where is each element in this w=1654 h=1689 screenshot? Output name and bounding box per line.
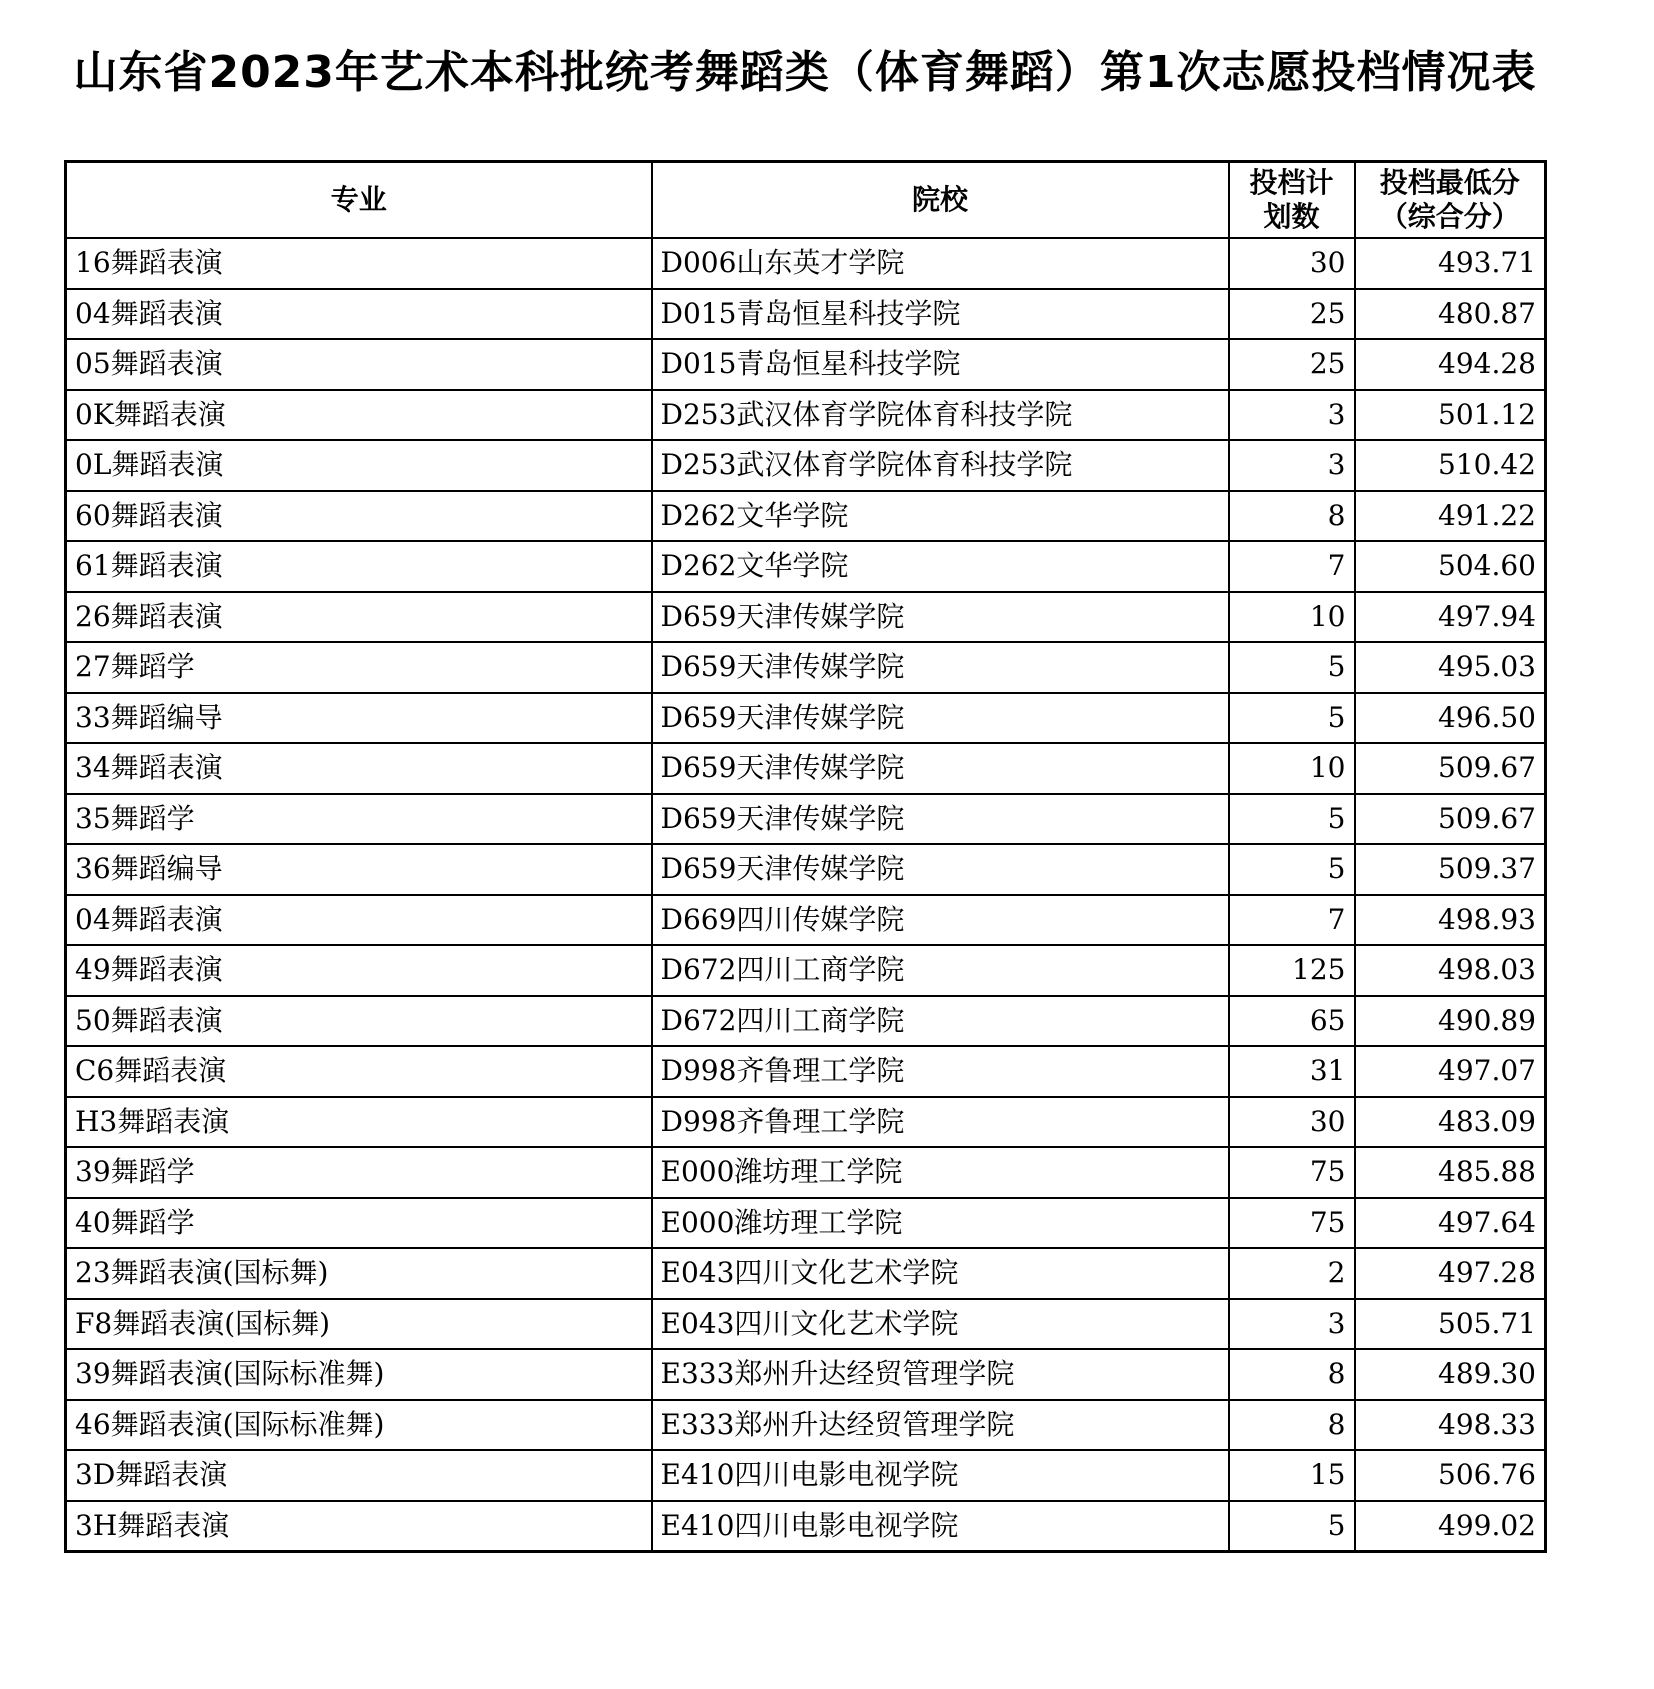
cell-school: E410四川电影电视学院 [652, 1501, 1229, 1552]
cell-plan: 7 [1229, 895, 1355, 946]
cell-school: D659天津传媒学院 [652, 794, 1229, 845]
cell-major: 04舞蹈表演 [66, 289, 652, 340]
cell-plan: 8 [1229, 1400, 1355, 1451]
cell-plan: 30 [1229, 1097, 1355, 1148]
cell-school: D672四川工商学院 [652, 945, 1229, 996]
cell-school: D253武汉体育学院体育科技学院 [652, 390, 1229, 441]
cell-major: 34舞蹈表演 [66, 743, 652, 794]
cell-major: 39舞蹈学 [66, 1147, 652, 1198]
cell-school: D659天津传媒学院 [652, 743, 1229, 794]
cell-major: 61舞蹈表演 [66, 541, 652, 592]
table-row [66, 844, 1546, 895]
table-row [66, 1147, 1546, 1198]
table-row [66, 339, 1546, 390]
cell-school: D262文华学院 [652, 491, 1229, 542]
cell-min-score: 498.03 [1355, 945, 1546, 996]
table-body [66, 238, 1546, 1552]
cell-major: 36舞蹈编导 [66, 844, 652, 895]
cell-school: E410四川电影电视学院 [652, 1450, 1229, 1501]
cell-major: 0L舞蹈表演 [66, 440, 652, 491]
cell-school: D659天津传媒学院 [652, 693, 1229, 744]
cell-plan: 3 [1229, 1299, 1355, 1350]
cell-min-score: 504.60 [1355, 541, 1546, 592]
cell-school: E000潍坊理工学院 [652, 1198, 1229, 1249]
cell-major: 49舞蹈表演 [66, 945, 652, 996]
header-major: 专业 [66, 162, 652, 239]
cell-school: D659天津传媒学院 [652, 844, 1229, 895]
cell-min-score: 509.67 [1355, 743, 1546, 794]
cell-plan: 5 [1229, 1501, 1355, 1552]
cell-school: E333郑州升达经贸管理学院 [652, 1400, 1229, 1451]
cell-major: 46舞蹈表演(国际标准舞) [66, 1400, 652, 1451]
cell-major: 26舞蹈表演 [66, 592, 652, 643]
cell-school: D998齐鲁理工学院 [652, 1097, 1229, 1148]
cell-min-score: 491.22 [1355, 491, 1546, 542]
cell-major: 23舞蹈表演(国标舞) [66, 1248, 652, 1299]
cell-major: 33舞蹈编导 [66, 693, 652, 744]
cell-plan: 8 [1229, 1349, 1355, 1400]
page-title: 山东省2023年艺术本科批统考舞蹈类（体育舞蹈）第1次志愿投档情况表 [73, 47, 1537, 98]
cell-school: E333郑州升达经贸管理学院 [652, 1349, 1229, 1400]
cell-min-score: 497.94 [1355, 592, 1546, 643]
cell-plan: 31 [1229, 1046, 1355, 1097]
cell-major: 60舞蹈表演 [66, 491, 652, 542]
cell-plan: 5 [1229, 844, 1355, 895]
cell-school: E043四川文化艺术学院 [652, 1248, 1229, 1299]
table-row [66, 1248, 1546, 1299]
cell-major: 04舞蹈表演 [66, 895, 652, 946]
cell-major: 3D舞蹈表演 [66, 1450, 652, 1501]
cell-min-score: 506.76 [1355, 1450, 1546, 1501]
table-row [66, 390, 1546, 441]
cell-plan: 8 [1229, 491, 1355, 542]
cell-min-score: 490.89 [1355, 996, 1546, 1047]
cell-plan: 125 [1229, 945, 1355, 996]
cell-school: D669四川传媒学院 [652, 895, 1229, 946]
cell-plan: 5 [1229, 693, 1355, 744]
cell-plan: 65 [1229, 996, 1355, 1047]
table-row [66, 592, 1546, 643]
cell-min-score: 509.67 [1355, 794, 1546, 845]
table-row [66, 945, 1546, 996]
cell-min-score: 498.93 [1355, 895, 1546, 946]
cell-school: D015青岛恒星科技学院 [652, 289, 1229, 340]
cell-plan: 30 [1229, 238, 1355, 289]
cell-min-score: 489.30 [1355, 1349, 1546, 1400]
table-row [66, 1299, 1546, 1350]
cell-plan: 75 [1229, 1147, 1355, 1198]
cell-school: D998齐鲁理工学院 [652, 1046, 1229, 1097]
admission-table [64, 160, 1547, 1553]
cell-major: 27舞蹈学 [66, 642, 652, 693]
cell-school: D659天津传媒学院 [652, 642, 1229, 693]
table-row [66, 693, 1546, 744]
table-row [66, 289, 1546, 340]
cell-major: 3H舞蹈表演 [66, 1501, 652, 1552]
table-row [66, 1097, 1546, 1148]
cell-min-score: 497.64 [1355, 1198, 1546, 1249]
cell-plan: 75 [1229, 1198, 1355, 1249]
cell-min-score: 480.87 [1355, 289, 1546, 340]
cell-major: 05舞蹈表演 [66, 339, 652, 390]
table-row [66, 491, 1546, 542]
table-row [66, 642, 1546, 693]
cell-major: 40舞蹈学 [66, 1198, 652, 1249]
header-school: 院校 [652, 162, 1229, 239]
header-plan: 投档计划数 [1229, 162, 1355, 239]
cell-min-score: 495.03 [1355, 642, 1546, 693]
table-row [66, 1349, 1546, 1400]
cell-major: C6舞蹈表演 [66, 1046, 652, 1097]
cell-school: D006山东英才学院 [652, 238, 1229, 289]
table-header-row [66, 162, 1546, 239]
cell-major: 50舞蹈表演 [66, 996, 652, 1047]
table-row [66, 1501, 1546, 1552]
cell-major: 35舞蹈学 [66, 794, 652, 845]
cell-min-score: 505.71 [1355, 1299, 1546, 1350]
cell-min-score: 501.12 [1355, 390, 1546, 441]
cell-plan: 5 [1229, 642, 1355, 693]
cell-major: 0K舞蹈表演 [66, 390, 652, 441]
table-row [66, 1046, 1546, 1097]
cell-plan: 3 [1229, 390, 1355, 441]
cell-min-score: 483.09 [1355, 1097, 1546, 1148]
cell-min-score: 499.02 [1355, 1501, 1546, 1552]
cell-min-score: 493.71 [1355, 238, 1546, 289]
cell-school: E000潍坊理工学院 [652, 1147, 1229, 1198]
cell-school: D253武汉体育学院体育科技学院 [652, 440, 1229, 491]
cell-plan: 25 [1229, 339, 1355, 390]
table-row [66, 794, 1546, 845]
table-row [66, 1450, 1546, 1501]
cell-min-score: 496.50 [1355, 693, 1546, 744]
cell-plan: 25 [1229, 289, 1355, 340]
cell-school: E043四川文化艺术学院 [652, 1299, 1229, 1350]
cell-school: D659天津传媒学院 [652, 592, 1229, 643]
cell-school: D262文华学院 [652, 541, 1229, 592]
table-row [66, 541, 1546, 592]
cell-school: D015青岛恒星科技学院 [652, 339, 1229, 390]
table-row [66, 743, 1546, 794]
cell-plan: 15 [1229, 1450, 1355, 1501]
table-row [66, 895, 1546, 946]
cell-plan: 5 [1229, 794, 1355, 845]
cell-min-score: 494.28 [1355, 339, 1546, 390]
cell-min-score: 497.28 [1355, 1248, 1546, 1299]
cell-major: 39舞蹈表演(国际标准舞) [66, 1349, 652, 1400]
cell-plan: 10 [1229, 592, 1355, 643]
cell-plan: 10 [1229, 743, 1355, 794]
cell-school: D672四川工商学院 [652, 996, 1229, 1047]
header-min-score: 投档最低分（综合分） [1355, 162, 1546, 239]
cell-major: 16舞蹈表演 [66, 238, 652, 289]
cell-min-score: 497.07 [1355, 1046, 1546, 1097]
cell-plan: 2 [1229, 1248, 1355, 1299]
cell-major: F8舞蹈表演(国标舞) [66, 1299, 652, 1350]
table-row [66, 1198, 1546, 1249]
table-row [66, 1400, 1546, 1451]
cell-min-score: 509.37 [1355, 844, 1546, 895]
cell-plan: 7 [1229, 541, 1355, 592]
cell-min-score: 510.42 [1355, 440, 1546, 491]
table-row [66, 996, 1546, 1047]
table-row [66, 238, 1546, 289]
cell-min-score: 498.33 [1355, 1400, 1546, 1451]
cell-major: H3舞蹈表演 [66, 1097, 652, 1148]
table-row [66, 440, 1546, 491]
cell-plan: 3 [1229, 440, 1355, 491]
cell-min-score: 485.88 [1355, 1147, 1546, 1198]
